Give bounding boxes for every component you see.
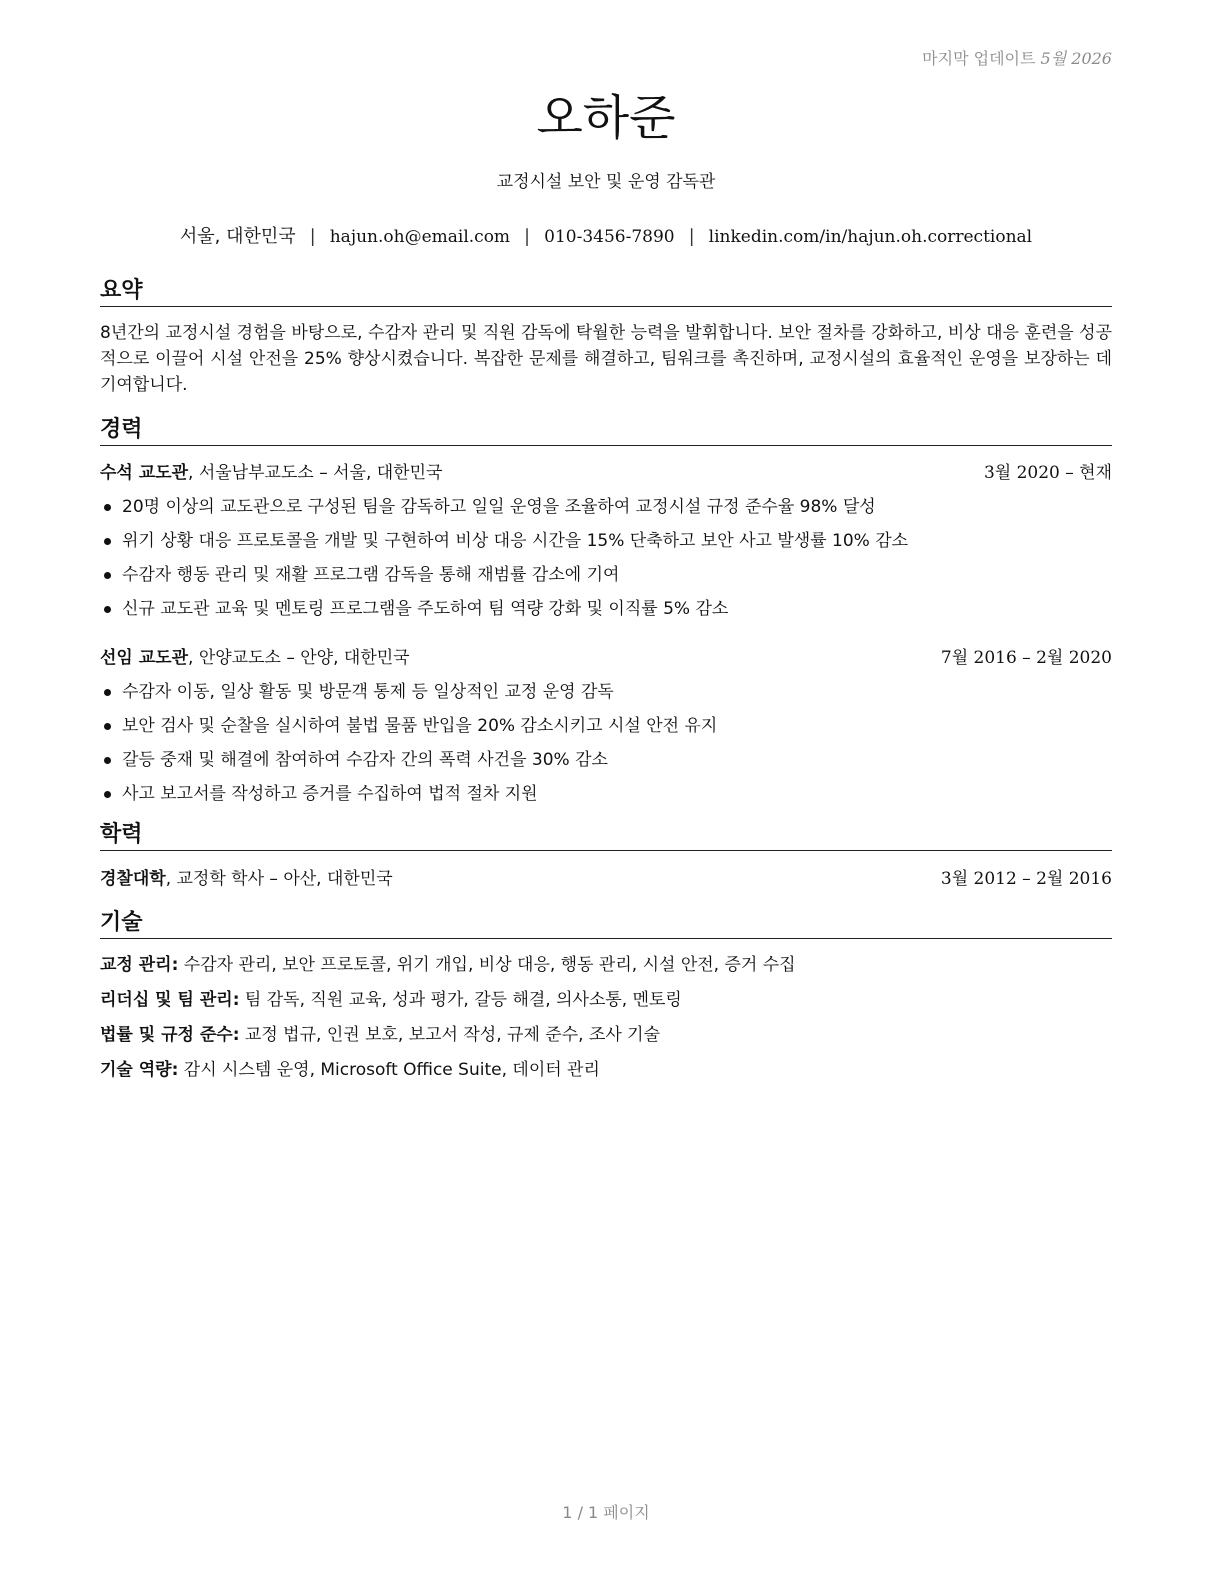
job-org: , 안양교도소 – 안양, 대한민국 xyxy=(188,648,410,668)
last-updated-date: 5월 2026 xyxy=(1040,49,1112,68)
section-title-skills: 기술 xyxy=(100,908,1112,939)
section-title-summary: 요약 xyxy=(100,276,1112,307)
skill-value: 교정 법규, 인권 보호, 보고서 작성, 규제 준수, 조사 기술 xyxy=(239,1025,661,1045)
education-detail: , 교정학 학사 – 아산, 대한민국 xyxy=(165,869,393,889)
candidate-name: 오하준 xyxy=(536,90,676,146)
job-dates: 7월 2016 – 2월 2020 xyxy=(940,648,1112,668)
job-header xyxy=(100,460,1112,486)
last-updated-label: 마지막 업데이트 xyxy=(922,49,1036,68)
section-title-experience: 경력 xyxy=(100,415,1112,446)
contact-linkedin[interactable]: linkedin.com/in/hajun.oh.correctional xyxy=(708,227,1033,247)
job-header xyxy=(100,645,1112,671)
summary-text: 8년간의 교정시설 경험을 바탕으로, 수감자 관리 및 직원 감독에 탁월한 능력을 발휘합니다. 보안 절차를 강화하고, 비상 대응 훈련을 성공적으로 이끌어 시설 안전을 25% 향상시켰습니다. 복잡한 문제를 해결하고, 팀워크를 촉진하며, 교정시설의 효율적인 운영을 보장하는 데 기여합니다. xyxy=(100,323,1112,395)
job-entry xyxy=(100,645,1112,811)
job-title: 교정시설 보안 및 운영 감독관 xyxy=(496,172,716,192)
job-role: 선임 교도관 xyxy=(100,648,189,668)
job-bullet: 20명 이상의 교도관으로 구성된 팀을 감독하고 일일 운영을 조율하여 교정시설 규정 준수율 98% 달성 xyxy=(100,490,1112,524)
skill-row xyxy=(100,1053,1112,1088)
skill-value: 수감자 관리, 보안 프로토콜, 위기 개입, 비상 대응, 행동 관리, 시설 안전, 증거 수집 xyxy=(178,955,796,975)
contact-separator: | xyxy=(524,226,531,247)
education-school: 경찰대학 xyxy=(100,869,166,889)
job-org: , 서울남부교도소 – 서울, 대한민국 xyxy=(188,463,443,483)
contact-separator: | xyxy=(309,226,316,247)
job-role: 수석 교도관 xyxy=(100,463,189,483)
contact-phone: 010-3456-7890 xyxy=(544,227,675,247)
contact-email[interactable]: hajun.oh@email.com xyxy=(329,227,511,247)
page-number: 1 / 1 페이지 xyxy=(562,1503,650,1522)
contact-separator: | xyxy=(688,226,695,247)
skill-row xyxy=(100,1018,1112,1053)
skill-label: 법률 및 규정 준수: xyxy=(100,1025,240,1045)
job-bullet: 갈등 중재 및 해결에 참여하여 수감자 간의 폭력 사건을 30% 감소 xyxy=(100,743,1112,777)
education-dates: 3월 2012 – 2월 2016 xyxy=(940,869,1112,889)
job-role-org xyxy=(100,460,442,486)
skills-list xyxy=(100,948,1112,1088)
job-bullet: 보안 검사 및 순찰을 실시하여 불법 물품 반입을 20% 감소시키고 시설 안전 유지 xyxy=(100,709,1112,743)
contact-location: 서울, 대한민국 xyxy=(179,226,296,247)
section-title-education: 학력 xyxy=(100,820,1112,851)
skill-row xyxy=(100,948,1112,983)
contact-line xyxy=(100,225,1112,249)
skill-row xyxy=(100,983,1112,1018)
skill-label: 리더십 및 팀 관리: xyxy=(100,990,240,1010)
job-bullets xyxy=(100,675,1112,811)
resume-page xyxy=(100,0,1112,1584)
education-header xyxy=(100,866,1112,892)
job-entry xyxy=(100,460,1112,626)
job-bullet: 신규 교도관 교육 및 멘토링 프로그램을 주도하여 팀 역량 강화 및 이직률 5% 감소 xyxy=(100,592,1112,626)
education-school-detail xyxy=(100,866,393,892)
job-bullets xyxy=(100,490,1112,626)
skill-value: 감시 시스템 운영, Microsoft Office Suite, 데이터 관리 xyxy=(178,1060,600,1080)
job-bullet: 사고 보고서를 작성하고 증거를 수집하여 법적 절차 지원 xyxy=(100,777,1112,811)
education-entry xyxy=(100,866,1112,892)
job-bullet: 수감자 이동, 일상 활동 및 방문객 통제 등 일상적인 교정 운영 감독 xyxy=(100,675,1112,709)
job-role-org xyxy=(100,645,410,671)
job-bullet: 위기 상황 대응 프로토콜을 개발 및 구현하여 비상 대응 시간을 15% 단축하고 보안 사고 발생률 10% 감소 xyxy=(100,524,1112,558)
job-bullet: 수감자 행동 관리 및 재활 프로그램 감독을 통해 재범률 감소에 기여 xyxy=(100,558,1112,592)
skill-label: 교정 관리: xyxy=(100,955,179,975)
skill-value: 팀 감독, 직원 교육, 성과 평가, 갈등 해결, 의사소통, 멘토링 xyxy=(239,990,682,1010)
last-updated xyxy=(922,46,1112,69)
job-dates: 3월 2020 – 현재 xyxy=(983,463,1112,483)
skill-label: 기술 역량: xyxy=(100,1060,179,1080)
